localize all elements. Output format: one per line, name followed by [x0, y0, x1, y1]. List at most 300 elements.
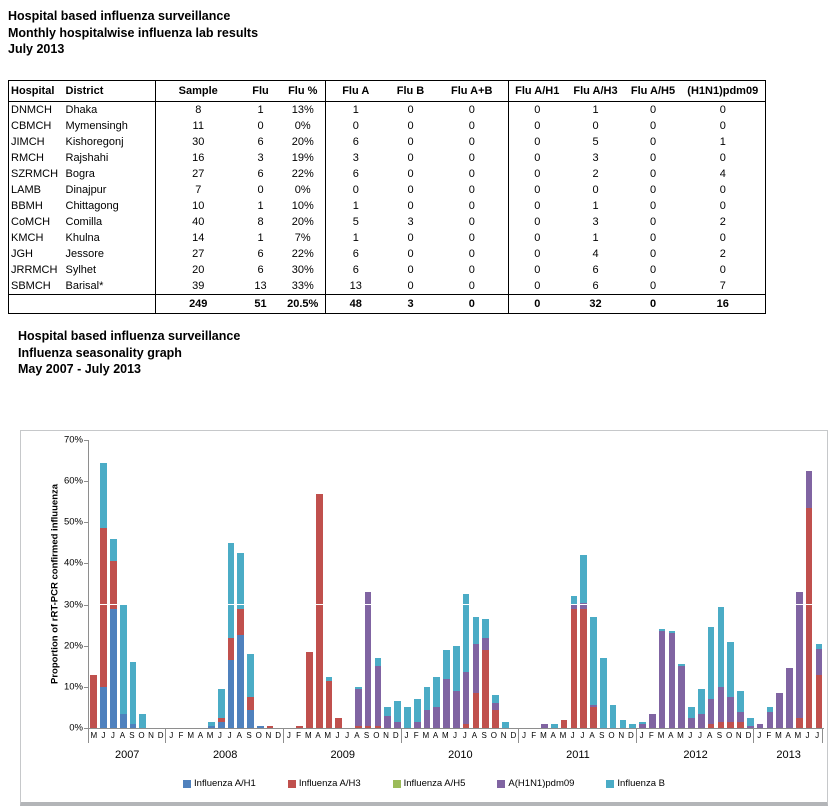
year-label: 2007 — [114, 749, 140, 761]
table-cell: 1 — [257, 104, 264, 116]
stacked-bar — [247, 440, 254, 728]
month-slot — [491, 440, 501, 728]
gridline-30pct — [89, 604, 824, 605]
table-cell: Jessore — [64, 246, 156, 262]
bar-segment — [394, 701, 401, 722]
bar-segment — [561, 720, 568, 728]
table-cell: 33% — [281, 278, 326, 295]
table-cell: SZRMCH — [11, 168, 59, 180]
stacked-bar — [678, 440, 685, 728]
stacked-bar — [482, 440, 489, 728]
month-label: F — [178, 731, 184, 740]
table-cell: 0% — [281, 118, 326, 134]
table-cell: 6 — [352, 248, 359, 260]
bar-segment — [237, 635, 244, 728]
month-slot — [432, 440, 442, 728]
bar-segment — [453, 691, 460, 728]
table-cell: 0 — [407, 264, 414, 276]
bar-segment — [120, 605, 127, 714]
month-label-group — [754, 729, 823, 743]
month-slot — [628, 440, 638, 728]
bar-segment — [659, 631, 666, 728]
table-row — [9, 278, 766, 295]
month-slot — [608, 440, 618, 728]
table-cell: SBMCH — [11, 280, 51, 292]
month-label: M — [206, 731, 214, 740]
month-label: F — [413, 731, 419, 740]
table-header-cell: Flu % — [281, 81, 326, 102]
table-cell: 13% — [281, 102, 326, 119]
table-row — [9, 262, 766, 278]
bar-segment — [698, 714, 705, 728]
table-cell: 5 — [352, 216, 359, 228]
month-slot — [804, 440, 814, 728]
stacked-bar — [708, 440, 715, 728]
month-slot — [520, 440, 530, 728]
month-slot — [118, 440, 128, 728]
bar-segment — [355, 726, 362, 728]
bar-segment — [228, 660, 235, 728]
table-cell: 6 — [592, 264, 599, 276]
table-cell: Comilla — [64, 214, 156, 230]
table-cell: 0 — [534, 200, 541, 212]
bar-segment — [473, 617, 480, 644]
stacked-bar — [355, 440, 362, 728]
month-slot — [148, 440, 158, 728]
month-slot — [128, 440, 138, 728]
month-label: J — [697, 731, 702, 740]
month-slot — [716, 440, 726, 728]
month-slot — [559, 440, 569, 728]
bar-segment — [463, 724, 470, 728]
bar-segment — [571, 609, 578, 728]
month-label: M — [90, 731, 98, 740]
year-group — [403, 440, 521, 728]
table-cell: 13 — [254, 280, 267, 292]
month-slot — [265, 440, 275, 728]
table-cell: Mymensingh — [64, 118, 156, 134]
stacked-bar — [257, 440, 264, 728]
stacked-bar — [453, 440, 460, 728]
y-axis-label: Proportion of rRT-PCR confirmed influuenza — [49, 483, 61, 685]
table-cell: 0 — [719, 152, 726, 164]
month-label-group — [402, 729, 520, 743]
stacked-bar — [816, 440, 823, 728]
stacked-bar — [531, 440, 538, 728]
bar-segment — [326, 681, 333, 728]
month-label: J — [286, 731, 291, 740]
table-cell: 0 — [534, 120, 541, 132]
bar-segment — [237, 609, 244, 636]
table-cell: 0 — [436, 214, 509, 230]
stacked-bar — [139, 440, 146, 728]
graph-title-line3: May 2007 - July 2013 — [18, 362, 141, 376]
stacked-bar — [512, 440, 519, 728]
bar-segment — [463, 672, 470, 723]
month-label: A — [354, 731, 360, 740]
bar-segment — [600, 658, 607, 728]
stacked-bar — [267, 440, 274, 728]
stacked-bar — [610, 440, 617, 728]
table-cell: 0 — [436, 230, 509, 246]
table-cell: Khulna — [64, 230, 156, 246]
bar-segment — [375, 726, 382, 728]
month-slot — [412, 440, 422, 728]
table-cell: CoMCH — [11, 216, 51, 228]
table-cell: Sylhet — [64, 262, 156, 278]
month-label: O — [725, 731, 733, 740]
table-cell: 0 — [407, 168, 414, 180]
bar-segment — [218, 689, 225, 718]
table-cell: 0 — [352, 184, 359, 196]
month-slot — [510, 440, 520, 728]
month-slot — [109, 440, 119, 728]
table-cell: 6 — [352, 136, 359, 148]
bar-segment — [110, 539, 117, 562]
table-header-cell: (H1N1)pdm09 — [681, 81, 766, 102]
legend-swatch — [288, 780, 296, 788]
stacked-bar — [384, 440, 391, 728]
bar-segment — [110, 609, 117, 728]
legend-item — [393, 778, 466, 789]
table-row — [9, 214, 766, 230]
stacked-bar — [130, 440, 137, 728]
bar-segment — [110, 561, 117, 608]
y-tick-label: 20% — [63, 640, 83, 652]
table-cell: 0 — [257, 184, 264, 196]
table-cell: 0 — [534, 136, 541, 148]
stacked-bar — [629, 440, 636, 728]
table-cell: Chittagong — [64, 198, 156, 214]
bar-segment — [580, 555, 587, 602]
table-cell: 5 — [592, 136, 599, 148]
year-group — [285, 440, 403, 728]
stacked-bar — [649, 440, 656, 728]
stacked-bar — [188, 440, 195, 728]
stacked-bar — [522, 440, 529, 728]
stacked-bar — [228, 440, 235, 728]
month-label: A — [668, 731, 674, 740]
table-cell: 3 — [257, 152, 264, 164]
bar-segment — [806, 508, 813, 728]
month-slot — [89, 440, 99, 728]
month-label: J — [217, 731, 222, 740]
month-slot — [295, 440, 305, 728]
bar-segment — [649, 714, 656, 728]
table-row — [9, 182, 766, 198]
table-cell: 6 — [257, 264, 264, 276]
table-cell: 0 — [649, 216, 657, 228]
month-label: N — [383, 731, 389, 740]
table-cell: 1 — [592, 200, 599, 212]
month-slot — [216, 440, 226, 728]
month-label: A — [119, 731, 126, 740]
table-cell: 1 — [352, 200, 359, 212]
table-cell: 0 — [649, 168, 657, 180]
month-label: M — [304, 731, 312, 740]
legend-label: Influenza A/H1 — [194, 778, 256, 789]
table-total-cell: 16 — [681, 295, 766, 314]
month-label: D — [392, 731, 399, 740]
year-label: 2009 — [330, 749, 356, 761]
bar-segment — [473, 644, 480, 693]
table-row — [9, 102, 766, 119]
bar-segment — [747, 726, 754, 728]
bar-segment — [365, 726, 372, 728]
legend-item — [183, 778, 256, 789]
table-cell: 7 — [195, 184, 202, 196]
stacked-bar — [414, 440, 421, 728]
legend-swatch — [497, 780, 505, 788]
table-cell: 0 — [407, 136, 414, 148]
table-cell: 0 — [719, 200, 726, 212]
month-slot — [275, 440, 285, 728]
stacked-bar — [620, 440, 627, 728]
stacked-bar — [747, 440, 754, 728]
month-label: M — [324, 731, 332, 740]
table-cell: 7 — [719, 280, 726, 292]
month-label: N — [265, 731, 272, 740]
bar-segment — [257, 726, 264, 728]
table-cell: 6 — [352, 168, 359, 180]
stacked-bar — [443, 440, 450, 728]
table-cell: RMCH — [11, 152, 44, 164]
table-cell: 13 — [349, 280, 362, 292]
month-slot — [187, 440, 197, 728]
month-label: M — [677, 731, 684, 740]
stacked-bar — [159, 440, 166, 728]
year-label: 2013 — [776, 749, 801, 761]
plot-area — [88, 440, 824, 729]
bar-segment — [610, 705, 617, 728]
month-label: M — [559, 731, 567, 740]
bar-segment — [208, 726, 215, 728]
month-slot — [324, 440, 334, 728]
month-slot — [99, 440, 109, 728]
bar-segment — [786, 668, 793, 728]
table-total-row — [9, 295, 766, 314]
table-cell: 0 — [649, 264, 657, 276]
month-label: D — [628, 731, 634, 740]
table-cell: 11 — [192, 120, 204, 132]
month-label: A — [197, 731, 204, 740]
table-cell: 0 — [719, 264, 726, 276]
bar-segment — [708, 724, 715, 728]
table-total-cell: 0 — [509, 295, 566, 314]
table-total-cell: 249 — [156, 295, 241, 314]
month-label: J — [570, 731, 575, 740]
table-cell: 0 — [592, 184, 599, 196]
bar-segment — [718, 722, 725, 728]
table-cell: 27 — [192, 248, 205, 260]
stacked-bar — [286, 440, 293, 728]
month-slot — [363, 440, 373, 728]
table-total-row — [9, 295, 766, 314]
bar-segment — [296, 726, 303, 728]
bar-segment — [482, 619, 489, 638]
bar-segment — [394, 722, 401, 728]
bar-segment — [727, 642, 734, 698]
table-cell: 4 — [592, 248, 599, 260]
x-axis-year-labels — [88, 749, 823, 764]
table-cell: 0 — [436, 278, 509, 295]
table-cell: 0 — [649, 104, 657, 116]
bar-segment — [747, 718, 754, 726]
stacked-bar — [463, 440, 470, 728]
table-total-cell — [64, 295, 156, 314]
bar-segment — [816, 675, 823, 728]
table-title-block — [8, 8, 258, 58]
stacked-bar — [796, 440, 803, 728]
table-cell: 0 — [649, 248, 657, 260]
table-cell: 4 — [719, 168, 726, 180]
stacked-bar — [590, 440, 597, 728]
month-label: F — [766, 731, 772, 740]
month-label: D — [275, 731, 282, 740]
month-slot — [540, 440, 550, 728]
month-label: M — [441, 731, 449, 740]
bar-segment — [443, 679, 450, 728]
bar-segment — [737, 712, 744, 722]
bar-segment — [100, 687, 107, 728]
bar-segment — [678, 666, 685, 728]
stacked-bar — [365, 440, 372, 728]
table-row — [9, 118, 766, 134]
stacked-bar — [424, 440, 431, 728]
table-cell: 40 — [192, 216, 205, 228]
bar-segment — [767, 712, 774, 728]
table-cell: 0 — [352, 120, 359, 132]
y-tick-label: 60% — [63, 475, 83, 487]
month-slot — [657, 440, 667, 728]
table-total-cell: 0 — [436, 295, 509, 314]
bar-segment — [502, 722, 509, 728]
table-cell: 0 — [719, 232, 726, 244]
table-total-cell: 48 — [326, 295, 386, 314]
month-slot — [814, 440, 824, 728]
month-slot — [746, 440, 756, 728]
stacked-bar — [404, 440, 411, 728]
table-cell: 0 — [534, 216, 541, 228]
bar-segment — [463, 594, 470, 672]
bar-segment — [433, 707, 440, 728]
table-cell: Dinajpur — [64, 182, 156, 198]
month-label-group — [166, 729, 284, 743]
table-cell: 8 — [257, 216, 264, 228]
month-label: N — [148, 731, 154, 740]
stacked-bar — [806, 440, 813, 728]
chart-legend — [21, 778, 827, 789]
seasonality-chart — [20, 430, 828, 806]
table-cell: JRRMCH — [11, 264, 58, 276]
table-cell: 0 — [719, 184, 726, 196]
month-label: J — [639, 731, 644, 740]
legend-label: A(H1N1)pdm09 — [508, 778, 575, 789]
x-axis-month-labels — [88, 729, 823, 743]
month-label: A — [706, 731, 713, 740]
table-header-cell: Flu A+B — [436, 81, 509, 102]
month-slot — [403, 440, 413, 728]
table-header-cell: Flu A/H5 — [626, 81, 681, 102]
month-slot — [285, 440, 295, 728]
month-label: A — [432, 731, 439, 740]
bar-segment — [718, 687, 725, 722]
table-cell: 0 — [534, 184, 541, 196]
month-slot — [667, 440, 677, 728]
table-cell: 0 — [436, 102, 509, 119]
table-cell: 2 — [719, 216, 726, 228]
month-slot — [373, 440, 383, 728]
month-label: D — [157, 731, 164, 740]
month-label: J — [335, 731, 340, 740]
table-cell: 0 — [407, 120, 414, 132]
year-group — [89, 440, 167, 728]
stacked-bar — [502, 440, 509, 728]
legend-swatch — [183, 780, 191, 788]
table-cell: 20 — [192, 264, 205, 276]
table-row — [9, 150, 766, 166]
month-label: J — [815, 731, 820, 740]
month-slot — [461, 440, 471, 728]
table-header-cell: Flu A — [326, 81, 386, 102]
table-cell: Bogra — [64, 166, 156, 182]
y-axis-tick-labels — [37, 434, 83, 734]
table-cell: JIMCH — [11, 136, 45, 148]
month-label: F — [296, 731, 301, 740]
month-slot — [706, 440, 716, 728]
table-cell: JGH — [11, 248, 33, 260]
bar-segment — [541, 724, 548, 728]
month-slot — [687, 440, 697, 728]
table-header-cell: District — [64, 81, 156, 102]
month-slot — [197, 440, 207, 728]
bar-segment — [590, 707, 597, 728]
table-cell: 1 — [592, 232, 599, 244]
bar-segment — [708, 627, 715, 699]
table-cell: 0 — [407, 184, 414, 196]
bar-segment — [424, 710, 431, 729]
bar-segment — [130, 724, 137, 728]
month-slot — [167, 440, 177, 728]
table-cell: LAMB — [11, 184, 41, 196]
graph-title-line2: Influenza seasonality graph — [18, 345, 182, 360]
table-cell: 39 — [192, 280, 205, 292]
year-group — [520, 440, 638, 728]
table-cell: 10 — [192, 200, 205, 212]
bar-segment — [816, 649, 823, 675]
bar-segment — [100, 463, 107, 529]
y-tick-label: 0% — [69, 722, 83, 734]
bar-segment — [806, 471, 813, 508]
table-header-row — [9, 81, 766, 102]
bar-segment — [737, 691, 744, 712]
bar-segment — [247, 697, 254, 709]
month-label: F — [531, 731, 537, 740]
stacked-bar — [786, 440, 793, 728]
month-slot — [569, 440, 579, 728]
bar-segment — [776, 693, 783, 728]
table-cell: 0 — [649, 152, 657, 164]
month-slot — [393, 440, 403, 728]
bar-segment — [698, 689, 705, 714]
table-cell: 10% — [281, 198, 326, 214]
table-cell: 0 — [534, 232, 541, 244]
table-cell: 6 — [352, 264, 359, 276]
month-label: S — [481, 731, 487, 740]
table-cell: 1 — [592, 104, 599, 116]
month-label: S — [363, 731, 370, 740]
bar-segment — [473, 693, 480, 728]
